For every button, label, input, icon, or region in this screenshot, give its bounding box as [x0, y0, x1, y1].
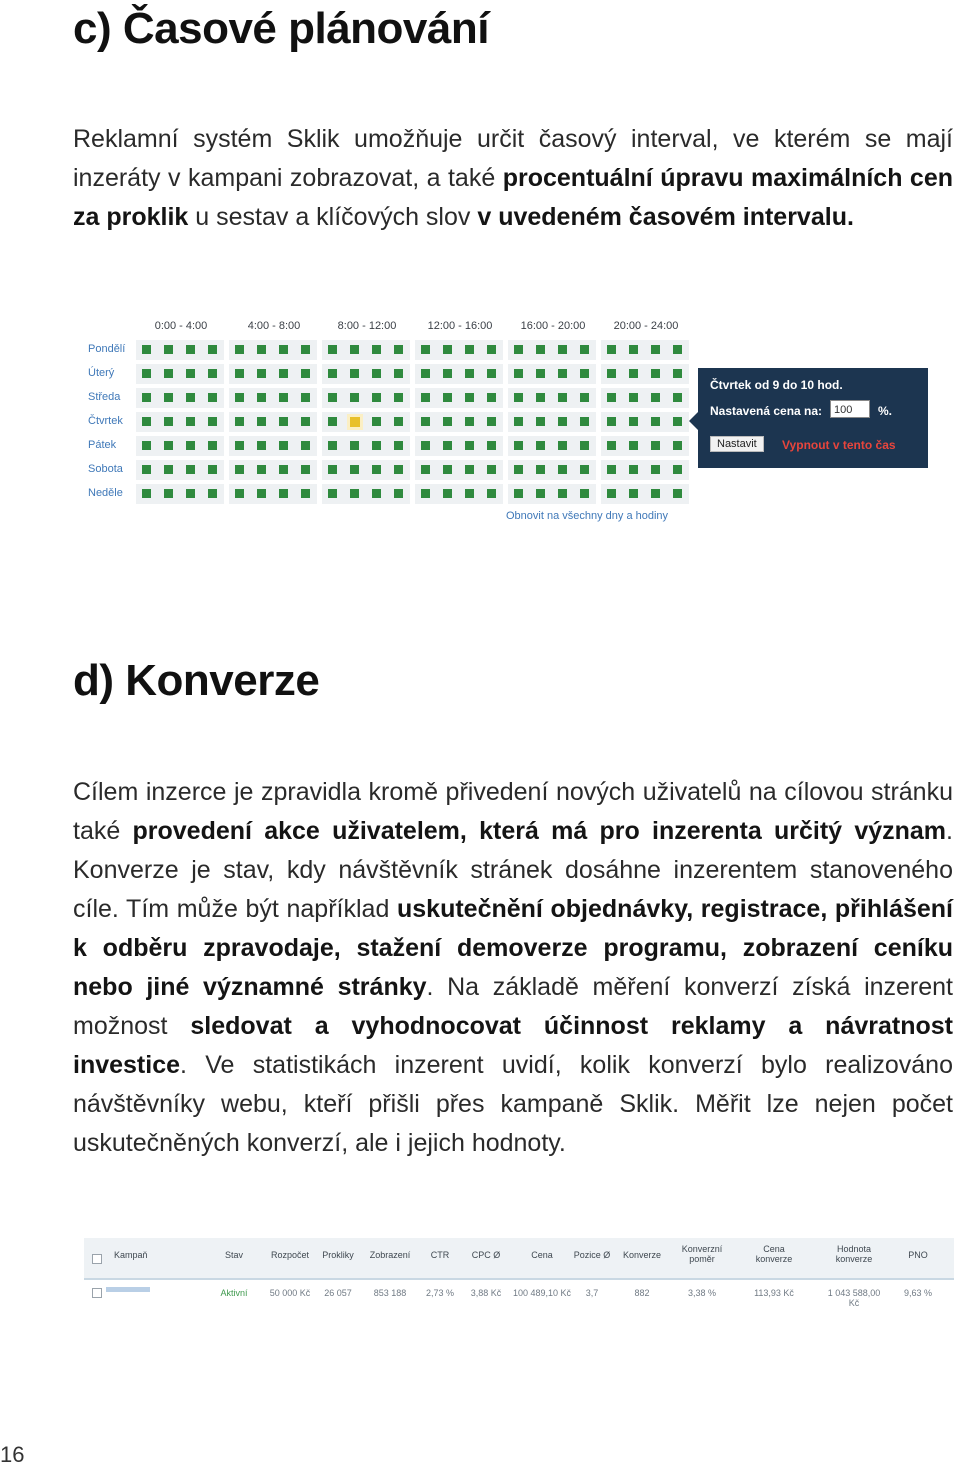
column-header[interactable]: Konverze	[622, 1250, 662, 1260]
hour-cell[interactable]	[279, 417, 288, 426]
hour-cell[interactable]	[279, 369, 288, 378]
section-c-heading: c) Časové plánování	[73, 4, 489, 53]
hour-cell[interactable]	[421, 465, 430, 474]
hour-block	[229, 364, 317, 384]
hour-cell[interactable]	[235, 489, 244, 498]
emphasis-text: uskutečnění objednávky, registrace, přihlášení k odběru zpravodaje, stažení demoverze programu, zobrazení ceníku nebo jiné významné stránky	[73, 895, 954, 1001]
hour-block	[229, 340, 317, 360]
hour-cell[interactable]	[629, 465, 638, 474]
column-header[interactable]: CTR	[430, 1250, 450, 1260]
hour-block	[601, 436, 689, 456]
hour-cell[interactable]	[443, 369, 452, 378]
hour-cell[interactable]	[580, 417, 589, 426]
hour-cell[interactable]	[536, 489, 545, 498]
column-header[interactable]: Kampaň	[114, 1250, 148, 1260]
hour-cell[interactable]	[257, 441, 266, 450]
hour-cell[interactable]	[651, 393, 660, 402]
hour-cell[interactable]	[164, 465, 173, 474]
time-price-popup	[698, 368, 928, 468]
hour-cell[interactable]	[487, 441, 496, 450]
column-header[interactable]: Zobrazení	[369, 1250, 411, 1260]
hour-cell[interactable]	[328, 345, 337, 354]
hour-cell[interactable]	[235, 465, 244, 474]
body-text: Cílem inzerce je zpravidla kromě přivedení nových uživatelů na cílovou stránku také	[73, 778, 953, 845]
hour-cell[interactable]	[328, 441, 337, 450]
hour-cell[interactable]	[421, 441, 430, 450]
table-cell: 113,93 Kč	[754, 1288, 794, 1298]
hour-cell[interactable]	[487, 489, 496, 498]
hour-cell[interactable]	[394, 465, 403, 474]
day-label: Čtvrtek	[88, 415, 123, 427]
hour-cell[interactable]	[235, 393, 244, 402]
hour-cell[interactable]	[186, 441, 195, 450]
hour-cell[interactable]	[372, 345, 381, 354]
hour-cell[interactable]	[394, 441, 403, 450]
hour-cell[interactable]	[607, 489, 616, 498]
hour-cell[interactable]	[536, 393, 545, 402]
hour-cell[interactable]	[514, 465, 523, 474]
turn-off-link[interactable]: Vypnout v tento čas	[782, 438, 896, 452]
hour-cell[interactable]	[350, 369, 359, 378]
hour-cell[interactable]	[651, 369, 660, 378]
hour-cell[interactable]	[350, 393, 359, 402]
hour-cell[interactable]	[673, 369, 682, 378]
page-number: 16	[0, 1442, 25, 1467]
hour-block	[508, 460, 596, 480]
column-header[interactable]: Stav	[224, 1250, 243, 1260]
table-cell: 100 489,10 Kč	[512, 1288, 572, 1298]
column-header[interactable]: Prokliky	[322, 1250, 354, 1260]
hour-cell[interactable]	[186, 345, 195, 354]
hour-cell[interactable]	[208, 345, 217, 354]
hour-cell[interactable]	[629, 489, 638, 498]
table-cell: 26 057	[324, 1288, 352, 1298]
hour-cell[interactable]	[328, 417, 337, 426]
statistics-table	[84, 1238, 954, 1308]
hour-cell[interactable]	[607, 393, 616, 402]
hour-cell[interactable]	[651, 417, 660, 426]
schedule-widget	[78, 310, 938, 540]
hour-cell[interactable]	[629, 441, 638, 450]
hour-cell[interactable]	[279, 441, 288, 450]
body-text: . Ve statistikách inzerent uvidí, kolik konverzí bylo realizováno návštěvníky webu, kteří přišli přes kampaně Sklik. Měřit lze nejen počet uskutečněných konverzí, ale i jejich hodnoty.	[73, 1051, 953, 1157]
hour-cell[interactable]	[607, 345, 616, 354]
hour-cell[interactable]	[673, 345, 682, 354]
hour-cell[interactable]	[372, 393, 381, 402]
hour-cell[interactable]	[279, 489, 288, 498]
hour-block	[415, 364, 503, 384]
table-cell: 853 188	[373, 1288, 407, 1298]
hour-cell[interactable]	[607, 465, 616, 474]
hour-cell[interactable]	[235, 345, 244, 354]
hour-cell[interactable]	[580, 369, 589, 378]
hour-block	[415, 388, 503, 408]
hour-cell[interactable]	[487, 345, 496, 354]
hour-block	[229, 460, 317, 480]
hour-block	[136, 388, 224, 408]
hour-cell[interactable]	[514, 417, 523, 426]
hour-cell[interactable]	[328, 369, 337, 378]
hour-cell[interactable]	[350, 465, 359, 474]
hour-cell[interactable]	[301, 441, 310, 450]
hour-block	[601, 460, 689, 480]
hour-cell[interactable]	[629, 345, 638, 354]
hour-cell[interactable]	[465, 441, 474, 450]
hour-cell[interactable]	[580, 489, 589, 498]
column-header[interactable]: Rozpočet	[270, 1250, 310, 1260]
day-label: Pátek	[88, 439, 117, 451]
hour-cell[interactable]	[558, 417, 567, 426]
hour-block	[136, 436, 224, 456]
emphasis-text: v uvedeném časovém intervalu.	[477, 203, 854, 231]
day-label: Neděle	[88, 487, 123, 499]
table-cell: 3,88 Kč	[470, 1288, 502, 1298]
hour-cell[interactable]	[301, 345, 310, 354]
table-cell: 3,38 %	[687, 1288, 717, 1298]
table-cell: Aktivní	[220, 1288, 248, 1298]
hour-cell[interactable]	[558, 465, 567, 474]
campaign-name-link[interactable]	[106, 1287, 150, 1292]
hour-block	[601, 364, 689, 384]
hour-cell[interactable]	[443, 417, 452, 426]
hour-block	[322, 340, 410, 360]
hour-block	[601, 412, 689, 432]
hour-block	[415, 412, 503, 432]
body-text: . Konverze je stav, kdy návštěvník stránek dosáhne inzerentem stanoveného cíle. Tím může být například	[73, 817, 953, 923]
hour-cell[interactable]	[279, 465, 288, 474]
time-range-label: 8:00 - 12:00	[337, 320, 397, 332]
hour-cell[interactable]	[629, 417, 638, 426]
hour-cell[interactable]	[580, 345, 589, 354]
hour-block	[415, 436, 503, 456]
set-button[interactable]: Nastavit	[710, 436, 764, 452]
hour-block	[136, 460, 224, 480]
hour-block	[508, 340, 596, 360]
percent-sign: %.	[878, 404, 893, 418]
hour-block	[136, 412, 224, 432]
hour-cell[interactable]	[443, 393, 452, 402]
hour-cell[interactable]	[514, 393, 523, 402]
time-range-label: 0:00 - 4:00	[154, 320, 208, 332]
hour-cell[interactable]	[421, 489, 430, 498]
hour-cell[interactable]	[350, 345, 359, 354]
hour-cell[interactable]	[558, 345, 567, 354]
hour-cell[interactable]	[673, 393, 682, 402]
hour-cell[interactable]	[301, 465, 310, 474]
hour-cell[interactable]	[536, 345, 545, 354]
hour-cell[interactable]	[465, 465, 474, 474]
hour-cell[interactable]	[536, 417, 545, 426]
hour-cell[interactable]	[279, 345, 288, 354]
body-text: u sestav a klíčových slov	[188, 203, 478, 231]
hour-cell[interactable]	[301, 417, 310, 426]
hour-block	[415, 340, 503, 360]
hour-cell[interactable]	[514, 441, 523, 450]
hour-cell[interactable]	[279, 393, 288, 402]
hour-cell[interactable]	[208, 369, 217, 378]
hour-cell[interactable]	[514, 369, 523, 378]
emphasis-text: sledovat a vyhodnocovat účinnost reklamy a návratnost investice	[73, 1012, 953, 1079]
hour-cell[interactable]	[208, 441, 217, 450]
column-header[interactable]: Cena konverze	[755, 1244, 793, 1264]
hour-cell[interactable]	[372, 417, 381, 426]
hour-cell[interactable]	[328, 489, 337, 498]
hour-cell[interactable]	[328, 465, 337, 474]
hour-cell[interactable]	[580, 465, 589, 474]
section-d-paragraph	[73, 773, 953, 1163]
hour-cell[interactable]	[487, 417, 496, 426]
hour-cell[interactable]	[465, 489, 474, 498]
day-label: Pondělí	[88, 343, 126, 355]
hour-cell[interactable]	[257, 345, 266, 354]
hour-cell[interactable]	[558, 393, 567, 402]
hour-block	[322, 484, 410, 504]
hour-cell[interactable]	[394, 417, 403, 426]
hour-block	[322, 460, 410, 480]
hour-cell[interactable]	[142, 369, 151, 378]
hour-block	[508, 388, 596, 408]
hour-cell[interactable]	[465, 393, 474, 402]
hour-block	[322, 436, 410, 456]
hour-cell[interactable]	[142, 393, 151, 402]
table-cell: 3,7	[585, 1288, 599, 1298]
hour-cell[interactable]	[607, 417, 616, 426]
hour-cell[interactable]	[558, 369, 567, 378]
hour-block	[229, 412, 317, 432]
hour-cell[interactable]	[164, 417, 173, 426]
hour-cell[interactable]	[629, 369, 638, 378]
hour-cell[interactable]	[629, 393, 638, 402]
hour-block	[229, 484, 317, 504]
hour-cell[interactable]	[580, 393, 589, 402]
popup-price-label: Nastavená cena na:	[710, 404, 823, 418]
body-text: Reklamní systém Sklik umožňuje určit časový interval, ve kterém se mají inzeráty v kampani zobrazovat, a také	[73, 125, 953, 192]
reset-schedule-link[interactable]: Obnovit na všechny dny a hodiny	[506, 510, 669, 522]
hour-cell[interactable]	[443, 465, 452, 474]
hour-cell[interactable]	[372, 465, 381, 474]
price-percent-input[interactable]: 100	[830, 400, 870, 418]
hour-cell[interactable]	[514, 489, 523, 498]
statistics-table-header	[84, 1238, 954, 1280]
hour-block	[508, 436, 596, 456]
hour-cell[interactable]	[394, 369, 403, 378]
hour-cell[interactable]	[558, 489, 567, 498]
day-label: Úterý	[88, 367, 115, 379]
hour-cell[interactable]	[328, 393, 337, 402]
hour-cell[interactable]	[514, 345, 523, 354]
hour-block	[136, 340, 224, 360]
hour-cell[interactable]	[394, 489, 403, 498]
hour-cell[interactable]	[487, 369, 496, 378]
hour-cell[interactable]	[607, 441, 616, 450]
section-c-paragraph	[73, 120, 953, 237]
hour-cell[interactable]	[443, 489, 452, 498]
table-cell: 2,73 %	[425, 1288, 455, 1298]
hour-cell[interactable]	[235, 441, 244, 450]
column-header[interactable]: Konverzní poměr	[681, 1244, 723, 1264]
hour-cell[interactable]	[673, 465, 682, 474]
hour-block	[508, 484, 596, 504]
hour-cell[interactable]	[651, 441, 660, 450]
hour-cell[interactable]	[421, 393, 430, 402]
hour-cell[interactable]	[394, 393, 403, 402]
hour-cell[interactable]	[208, 489, 217, 498]
hour-cell[interactable]	[164, 393, 173, 402]
hour-cell[interactable]	[421, 417, 430, 426]
hour-cell[interactable]	[443, 441, 452, 450]
hour-block	[322, 364, 410, 384]
hour-cell[interactable]	[164, 489, 173, 498]
hour-cell[interactable]	[186, 393, 195, 402]
hour-cell[interactable]	[465, 417, 474, 426]
hour-cell[interactable]	[558, 441, 567, 450]
hour-cell[interactable]	[421, 345, 430, 354]
hour-block	[508, 412, 596, 432]
day-label: Středa	[88, 391, 121, 403]
hour-block	[322, 388, 410, 408]
hour-cell[interactable]	[186, 369, 195, 378]
time-range-label: 20:00 - 24:00	[613, 320, 679, 332]
hour-cell[interactable]	[350, 441, 359, 450]
hour-block	[415, 460, 503, 480]
hour-cell[interactable]	[208, 465, 217, 474]
table-cell: 1 043 588,00 Kč	[827, 1288, 881, 1308]
hour-cell[interactable]	[465, 345, 474, 354]
hour-cell[interactable]	[257, 465, 266, 474]
hour-block	[229, 436, 317, 456]
hour-cell[interactable]	[651, 465, 660, 474]
hour-cell[interactable]	[235, 369, 244, 378]
hour-cell[interactable]	[164, 369, 173, 378]
hour-cell[interactable]	[651, 345, 660, 354]
hour-cell[interactable]	[421, 369, 430, 378]
section-d-heading: d) Konverze	[73, 656, 320, 705]
hour-cell[interactable]	[186, 489, 195, 498]
emphasis-text: provedení akce uživatelem, která má pro inzerenta určitý význam	[132, 817, 947, 845]
hour-cell[interactable]	[186, 465, 195, 474]
column-header[interactable]: Cena	[531, 1250, 553, 1260]
hour-cell[interactable]	[580, 441, 589, 450]
hour-cell[interactable]	[607, 369, 616, 378]
hour-cell[interactable]	[301, 393, 310, 402]
hour-cell[interactable]	[487, 465, 496, 474]
hour-cell[interactable]	[186, 417, 195, 426]
hour-cell[interactable]	[142, 441, 151, 450]
hour-cell[interactable]	[257, 417, 266, 426]
hour-cell[interactable]	[673, 417, 682, 426]
hour-cell[interactable]	[142, 345, 151, 354]
hour-cell[interactable]	[394, 345, 403, 354]
hour-cell[interactable]	[142, 489, 151, 498]
hour-cell[interactable]	[208, 393, 217, 402]
table-cell: 882	[634, 1288, 650, 1298]
time-range-label: 4:00 - 8:00	[247, 320, 301, 332]
hour-block	[136, 484, 224, 504]
hour-cell[interactable]	[651, 489, 660, 498]
emphasis-text: procentuální úpravu maximálních cen za proklik	[73, 164, 954, 231]
hour-cell[interactable]	[164, 345, 173, 354]
day-label: Sobota	[88, 463, 123, 475]
hour-cell[interactable]	[372, 489, 381, 498]
hour-cell[interactable]	[142, 465, 151, 474]
row-checkbox[interactable]	[92, 1288, 102, 1298]
hour-cell[interactable]	[208, 417, 217, 426]
hour-block	[136, 364, 224, 384]
column-header[interactable]: CPC Ø	[471, 1250, 501, 1260]
hour-block	[229, 388, 317, 408]
hour-cell[interactable]	[301, 489, 310, 498]
popup-title: Čtvrtek od 9 do 10 hod.	[710, 378, 843, 392]
hour-cell[interactable]	[465, 369, 474, 378]
hour-block	[322, 412, 410, 432]
hour-block	[415, 484, 503, 504]
column-header[interactable]: PNO	[908, 1250, 928, 1260]
hour-cell[interactable]	[673, 489, 682, 498]
hour-block	[508, 364, 596, 384]
column-header[interactable]: Hodnota konverze	[835, 1244, 873, 1264]
hour-cell[interactable]	[257, 369, 266, 378]
hour-cell[interactable]	[536, 369, 545, 378]
hour-cell[interactable]	[142, 417, 151, 426]
time-range-label: 12:00 - 16:00	[427, 320, 493, 332]
hour-cell[interactable]	[536, 465, 545, 474]
hour-cell[interactable]	[673, 441, 682, 450]
hour-block	[601, 484, 689, 504]
hour-block	[601, 388, 689, 408]
body-text: . Na základě měření konverzí získá inzerent možnost	[73, 973, 954, 1040]
hour-cell[interactable]	[443, 345, 452, 354]
table-cell: 9,63 %	[903, 1288, 933, 1298]
hour-block	[601, 340, 689, 360]
hour-cell[interactable]	[487, 393, 496, 402]
table-row	[84, 1282, 954, 1306]
select-all-checkbox[interactable]	[92, 1254, 102, 1264]
hour-cell[interactable]	[257, 393, 266, 402]
hour-cell[interactable]	[372, 369, 381, 378]
hour-cell[interactable]	[301, 369, 310, 378]
hour-cell[interactable]	[235, 417, 244, 426]
hour-cell[interactable]	[164, 441, 173, 450]
hour-cell[interactable]	[372, 441, 381, 450]
hour-cell[interactable]	[350, 489, 359, 498]
hour-cell[interactable]	[257, 489, 266, 498]
time-range-label: 16:00 - 20:00	[520, 320, 586, 332]
hour-cell[interactable]	[350, 417, 360, 427]
table-cell: 50 000 Kč	[269, 1288, 311, 1298]
hour-cell[interactable]	[536, 441, 545, 450]
column-header[interactable]: Pozice Ø	[573, 1250, 611, 1260]
